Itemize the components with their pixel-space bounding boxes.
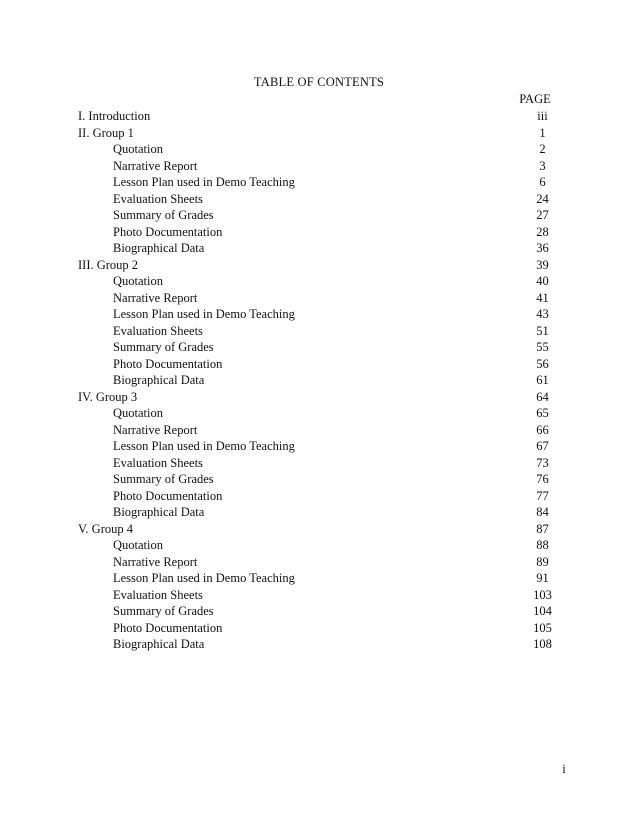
toc-entry-page-number: 40	[536, 274, 549, 288]
toc-entry-label: Lesson Plan used in Demo Teaching	[113, 439, 295, 453]
toc-entry-page-number: 2	[539, 142, 546, 156]
toc-list	[78, 108, 560, 653]
toc-entry-page-number: 73	[536, 455, 549, 470]
toc-entry-page-number: 51	[536, 323, 549, 338]
toc-subsection-row	[78, 554, 560, 571]
toc-subsection-row	[78, 438, 560, 455]
toc-entry-page-number: 64	[536, 389, 549, 404]
toc-entry-label: Summary of Grades	[113, 472, 214, 486]
toc-entry-page-number: 108	[533, 637, 552, 651]
toc-subsection-row	[78, 422, 560, 439]
toc-subsection-row	[78, 158, 560, 175]
toc-subsection-row	[78, 537, 560, 554]
toc-entry-label: Lesson Plan used in Demo Teaching	[113, 571, 295, 585]
toc-entry-page-number: 43	[536, 307, 549, 321]
toc-subsection-row	[78, 603, 560, 620]
toc-entry-label: Evaluation Sheets	[113, 587, 203, 602]
toc-entry-label: II. Group 1	[78, 125, 134, 140]
toc-entry-label: Biographical Data	[113, 505, 205, 519]
toc-section-row	[78, 257, 560, 274]
toc-entry-page-number: 56	[536, 356, 549, 371]
toc-entry-page-number: 3	[539, 158, 546, 173]
toc-entry-label: Summary of Grades	[113, 604, 214, 618]
toc-entry-label: V. Group 4	[78, 521, 133, 536]
toc-entry-label: Lesson Plan used in Demo Teaching	[113, 307, 295, 321]
toc-subsection-row	[78, 273, 560, 290]
toc-subsection-row	[78, 620, 560, 637]
toc-entry-label: Biographical Data	[113, 241, 205, 255]
toc-entry-page-number: 39	[536, 257, 549, 272]
toc-entry-label: Photo Documentation	[113, 356, 223, 371]
toc-entry-page-number: 27	[536, 208, 549, 222]
toc-entry-label: Summary of Grades	[113, 340, 214, 354]
toc-entry-page-number: 89	[536, 554, 549, 569]
toc-subsection-row	[78, 356, 560, 373]
toc-entry-page-number: 65	[536, 406, 549, 420]
toc-entry-page-number: 28	[536, 224, 549, 239]
toc-entry-label: IV. Group 3	[78, 389, 138, 404]
toc-section-row	[78, 108, 560, 125]
footer-page-number: i	[562, 762, 566, 776]
toc-section-row	[78, 521, 560, 538]
toc-entry-label: Biographical Data	[113, 373, 205, 387]
toc-entry-label: Evaluation Sheets	[113, 455, 203, 470]
toc-entry-page-number: 67	[536, 439, 549, 453]
toc-entry-label: Evaluation Sheets	[113, 191, 203, 206]
toc-subsection-row	[78, 323, 560, 340]
toc-entry-label: Narrative Report	[113, 158, 198, 173]
toc-subsection-row	[78, 455, 560, 472]
toc-entry-page-number: 6	[539, 175, 546, 189]
toc-subsection-row	[78, 504, 560, 521]
toc-entry-label: Quotation	[113, 406, 163, 420]
toc-entry-page-number: 66	[536, 422, 549, 437]
toc-entry-label: Narrative Report	[113, 554, 198, 569]
page-column-header: PAGE	[519, 92, 551, 106]
toc-entry-label: Photo Documentation	[113, 224, 223, 239]
toc-entry-label: Evaluation Sheets	[113, 323, 203, 338]
toc-entry-label: Biographical Data	[113, 637, 205, 651]
toc-entry-page-number: 77	[536, 488, 549, 503]
toc-entry-page-number: iii	[537, 109, 548, 123]
toc-entry-page-number: 55	[536, 340, 549, 354]
toc-entry-page-number: 104	[533, 604, 552, 618]
toc-entry-page-number: 1	[539, 125, 546, 140]
toc-subsection-row	[78, 488, 560, 505]
toc-subsection-row	[78, 207, 560, 224]
toc-subsection-row	[78, 174, 560, 191]
toc-subsection-row	[78, 636, 560, 653]
toc-entry-label: Quotation	[113, 274, 163, 288]
toc-entry-page-number: 76	[536, 472, 549, 486]
toc-entry-label: III. Group 2	[78, 257, 139, 272]
toc-entry-label: Quotation	[113, 142, 163, 156]
toc-subsection-row	[78, 570, 560, 587]
toc-entry-label: Narrative Report	[113, 422, 198, 437]
toc-subsection-row	[78, 471, 560, 488]
toc-title: TABLE OF CONTENTS	[253, 75, 385, 89]
toc-entry-page-number: 61	[536, 373, 549, 387]
toc-subsection-row	[78, 224, 560, 241]
toc-entry-page-number: 91	[536, 571, 549, 585]
toc-entry-page-number: 105	[533, 620, 552, 635]
toc-subsection-row	[78, 339, 560, 356]
toc-subsection-row	[78, 191, 560, 208]
toc-entry-label: Photo Documentation	[113, 488, 223, 503]
toc-subsection-row	[78, 587, 560, 604]
toc-subsection-row	[78, 240, 560, 257]
toc-subsection-row	[78, 306, 560, 323]
toc-entry-page-number: 103	[533, 587, 552, 602]
toc-entry-page-number: 41	[536, 290, 549, 305]
toc-entry-page-number: 24	[536, 191, 549, 206]
toc-entry-label: Photo Documentation	[113, 620, 223, 635]
toc-subsection-row	[78, 141, 560, 158]
toc-entry-page-number: 88	[536, 538, 549, 552]
toc-subsection-row	[78, 405, 560, 422]
toc-entry-page-number: 36	[536, 241, 549, 255]
toc-section-row	[78, 125, 560, 142]
toc-subsection-row	[78, 372, 560, 389]
toc-entry-label: I. Introduction	[78, 109, 151, 123]
toc-entry-page-number: 84	[536, 505, 549, 519]
toc-subsection-row	[78, 290, 560, 307]
toc-entry-label: Lesson Plan used in Demo Teaching	[113, 175, 295, 189]
toc-entry-label: Narrative Report	[113, 290, 198, 305]
toc-entry-page-number: 87	[536, 521, 549, 536]
toc-entry-label: Summary of Grades	[113, 208, 214, 222]
toc-entry-label: Quotation	[113, 538, 163, 552]
toc-section-row	[78, 389, 560, 406]
